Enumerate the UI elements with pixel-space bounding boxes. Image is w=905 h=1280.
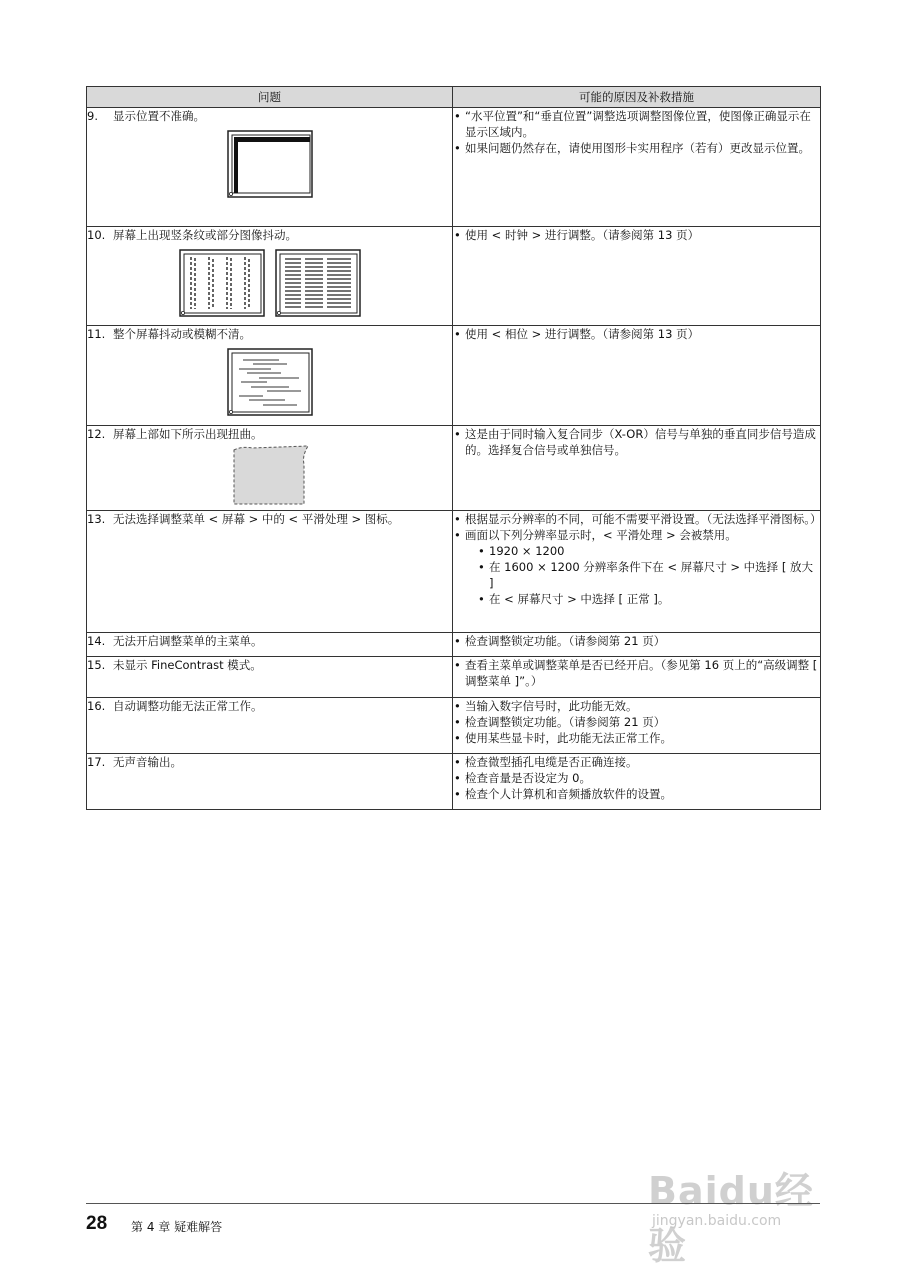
solution-cell	[453, 511, 821, 633]
vertical-stripes-illustration	[179, 249, 265, 317]
row-number: 14.	[87, 634, 106, 648]
row-number: 15.	[87, 658, 106, 672]
row-number: 17.	[87, 755, 106, 769]
problem-cell	[87, 227, 453, 326]
table-row	[87, 326, 821, 426]
blurry-screen-illustration	[227, 348, 313, 416]
problem-cell	[87, 657, 453, 698]
distorted-top-illustration	[228, 444, 312, 508]
solution-item: • 使用 < 相位 > 进行调整。（请参阅第 13 页）	[453, 326, 820, 342]
solution-item: • 检查音量是否设定为 0。	[453, 770, 820, 786]
problem-cell	[87, 326, 453, 426]
problem-text: 自动调整功能无法正常工作。	[113, 699, 263, 713]
solution-item: • “水平位置”和“垂直位置”调整选项调整图像位置，使图像正确显示在显示区域内。	[453, 108, 820, 140]
sub-item: • 1920 × 1200	[477, 543, 820, 559]
sub-list	[465, 543, 820, 607]
table-header-row	[87, 87, 821, 108]
row-number: 9.	[87, 109, 98, 123]
solution-cell	[453, 698, 821, 754]
solution-item: • 当输入数字信号时，此功能无效。	[453, 698, 820, 714]
row-number: 11.	[87, 327, 106, 341]
solution-cell	[453, 633, 821, 657]
table-row	[87, 698, 821, 754]
problem-text: 未显示 FineContrast 模式。	[113, 658, 262, 672]
solution-item: • 使用某些显卡时，此功能无法正常工作。	[453, 730, 820, 746]
sub-item: • 在 < 屏幕尺寸 > 中选择 [ 正常 ]。	[477, 591, 820, 607]
problem-cell	[87, 426, 453, 511]
solution-item: • 如果问题仍然存在，请使用图形卡实用程序（若有）更改显示位置。	[453, 140, 820, 156]
solution-cell	[453, 657, 821, 698]
problem-text: 整个屏幕抖动或模糊不清。	[113, 327, 251, 341]
footer-divider	[86, 1203, 820, 1204]
problem-cell	[87, 754, 453, 810]
table-row	[87, 754, 821, 810]
solution-item: • 检查调整锁定功能。（请参阅第 21 页）	[453, 714, 820, 730]
problem-text: 显示位置不准确。	[113, 109, 205, 123]
problem-text: 屏幕上部如下所示出现扭曲。	[113, 427, 263, 441]
problem-text: 无声音输出。	[113, 755, 182, 769]
watermark-logo: Baidu经验	[648, 1169, 814, 1268]
table-row	[87, 511, 821, 633]
problem-cell	[87, 511, 453, 633]
sub-item: • 在 1600 × 1200 分辨率条件下在 < 屏幕尺寸 > 中选择 [ 放大 ]	[477, 559, 820, 591]
problem-text: 无法选择调整菜单 < 屏幕 > 中的 < 平滑处理 > 图标。	[113, 512, 400, 526]
solution-item: • 查看主菜单或调整菜单是否已经开启。（参见第 16 页上的“高级调整 [ 调整菜单 ]”。）	[453, 657, 820, 689]
row-number: 16.	[87, 699, 106, 713]
table-row	[87, 633, 821, 657]
solution-item-text: 画面以下列分辨率显示时，< 平滑处理 > 会被禁用。	[465, 528, 737, 542]
table-row	[87, 108, 821, 227]
image-jitter-illustration	[275, 249, 361, 317]
header-solution: 可能的原因及补救措施	[453, 87, 821, 108]
solution-item: • 检查微型插孔电缆是否正确连接。	[453, 754, 820, 770]
problem-cell	[87, 698, 453, 754]
figure	[87, 442, 452, 510]
solution-cell	[453, 326, 821, 426]
row-number: 13.	[87, 512, 106, 526]
table-row	[87, 657, 821, 698]
solution-item: • 使用 < 时钟 > 进行调整。（请参阅第 13 页）	[453, 227, 820, 243]
chapter-title: 第 4 章 疑难解答	[131, 1220, 223, 1234]
figure	[87, 124, 452, 200]
page-number: 28	[86, 1213, 108, 1234]
solution-item	[453, 527, 820, 607]
watermark-url: jingyan.baidu.com	[652, 1213, 782, 1229]
solution-cell	[453, 108, 821, 227]
solution-item: • 检查个人计算机和音频播放软件的设置。	[453, 786, 820, 802]
solution-item: • 这是由于同时输入复合同步（X-OR）信号与单独的垂直同步信号造成的。选择复合信号或单独信号。	[453, 426, 820, 458]
row-number: 10.	[87, 228, 106, 242]
table-row	[87, 426, 821, 511]
problem-text: 无法开启调整菜单的主菜单。	[113, 634, 263, 648]
header-problem: 问题	[87, 87, 453, 108]
problem-cell	[87, 108, 453, 227]
solution-cell	[453, 426, 821, 511]
figure	[87, 342, 452, 418]
row-number: 12.	[87, 427, 106, 441]
solution-item: • 根据显示分辨率的不同，可能不需要平滑设置。（无法选择平滑图标。）	[453, 511, 820, 527]
monitor-offset-position-illustration	[227, 130, 313, 198]
solution-cell	[453, 754, 821, 810]
solution-cell	[453, 227, 821, 326]
figure	[87, 243, 452, 319]
table-row	[87, 227, 821, 326]
troubleshooting-table	[86, 86, 821, 810]
problem-cell	[87, 633, 453, 657]
solution-item: • 检查调整锁定功能。（请参阅第 21 页）	[453, 633, 820, 649]
problem-text: 屏幕上出现竖条纹或部分图像抖动。	[113, 228, 297, 242]
